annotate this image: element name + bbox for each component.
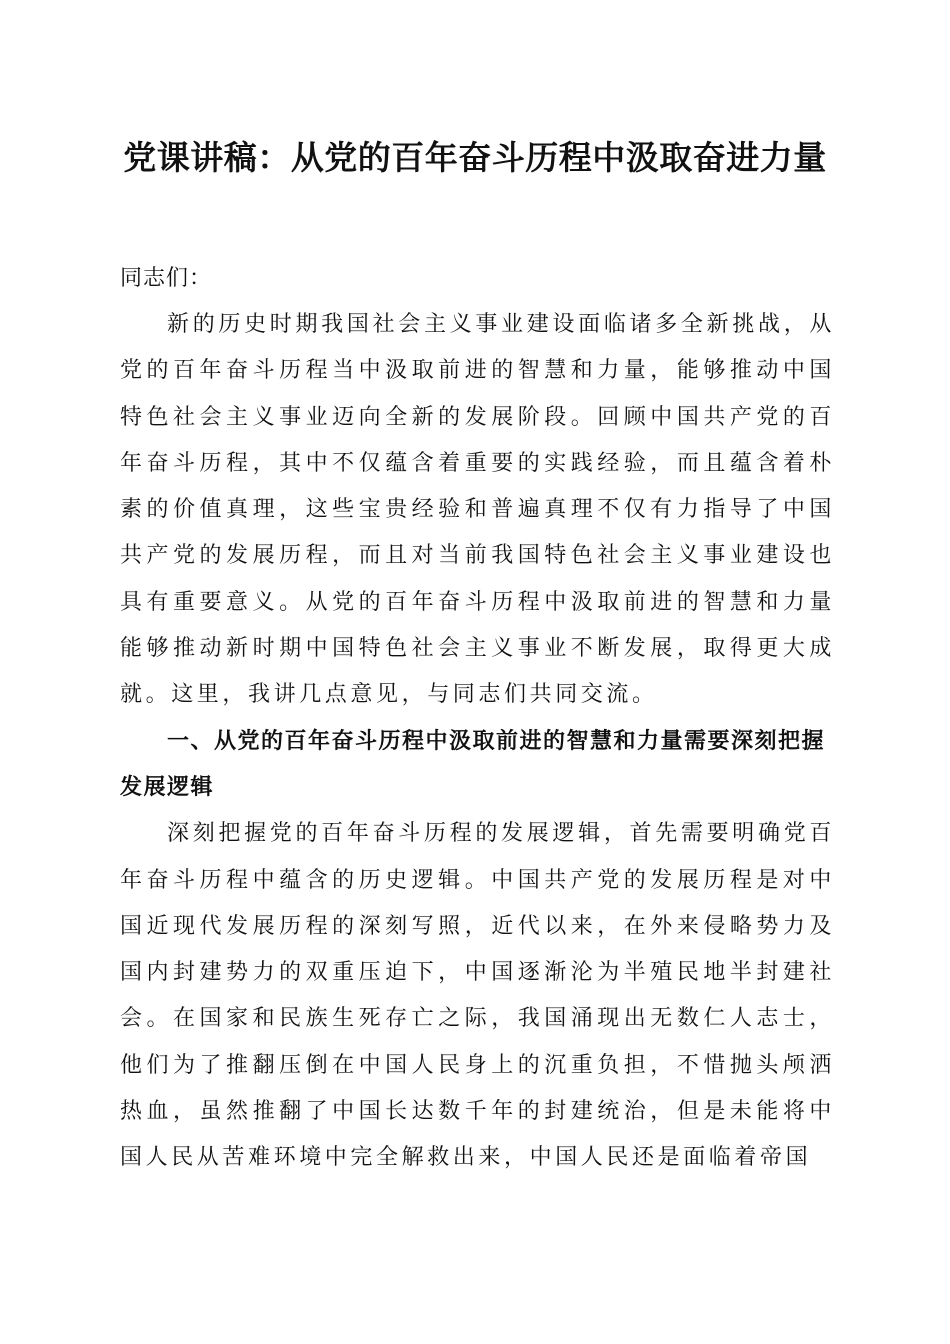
document-body	[120, 255, 835, 1182]
section-heading-1: 一、从党的百年奋斗历程中汲取前进的智慧和力量需要深刻把握发展逻辑	[120, 728, 826, 800]
section-1-paragraph: 深刻把握党的百年奋斗历程的发展逻辑，首先需要明确党百年奋斗历程中蕴含的历史逻辑。中国共产党的发展历程是对中国近现代发展历程的深刻写照，近代以来，在外来侵略势力及国内封建势力的双重压迫下，中国逐渐沦为半殖民地半封建社会。在国家和民族生死存亡之际，我国涌现出无数仁人志士，他们为了推翻压倒在中国人民身上的沉重负担，不惜抛头颅洒热血，虽然推翻了中国长达数千年的封建统治，但是未能将中国人民从苦难环境中完全解救出来，中国人民还是面临着帝国	[120, 821, 835, 1171]
document-title: 党课讲稿：从党的百年奋斗历程中汲取奋进力量	[123, 138, 827, 177]
intro-paragraph: 新的历史时期我国社会主义事业建设面临诸多全新挑战，从党的百年奋斗历程当中汲取前进的智慧和力量，能够推动中国特色社会主义事业迈向全新的发展阶段。回顾中国共产党的百年奋斗历程，其中不仅蕴含着重要的实践经验，而且蕴含着朴素的价值真理，这些宝贵经验和普遍真理不仅有力指导了中国共产党的发展历程，而且对当前我国特色社会主义事业建设也具有重要意义。从党的百年奋斗历程中汲取前进的智慧和力量能够推动新时期中国特色社会主义事业不断发展，取得更大成就。这里，我讲几点意见，与同志们共同交流。	[120, 312, 835, 708]
salutation: 同志们：	[120, 266, 213, 291]
